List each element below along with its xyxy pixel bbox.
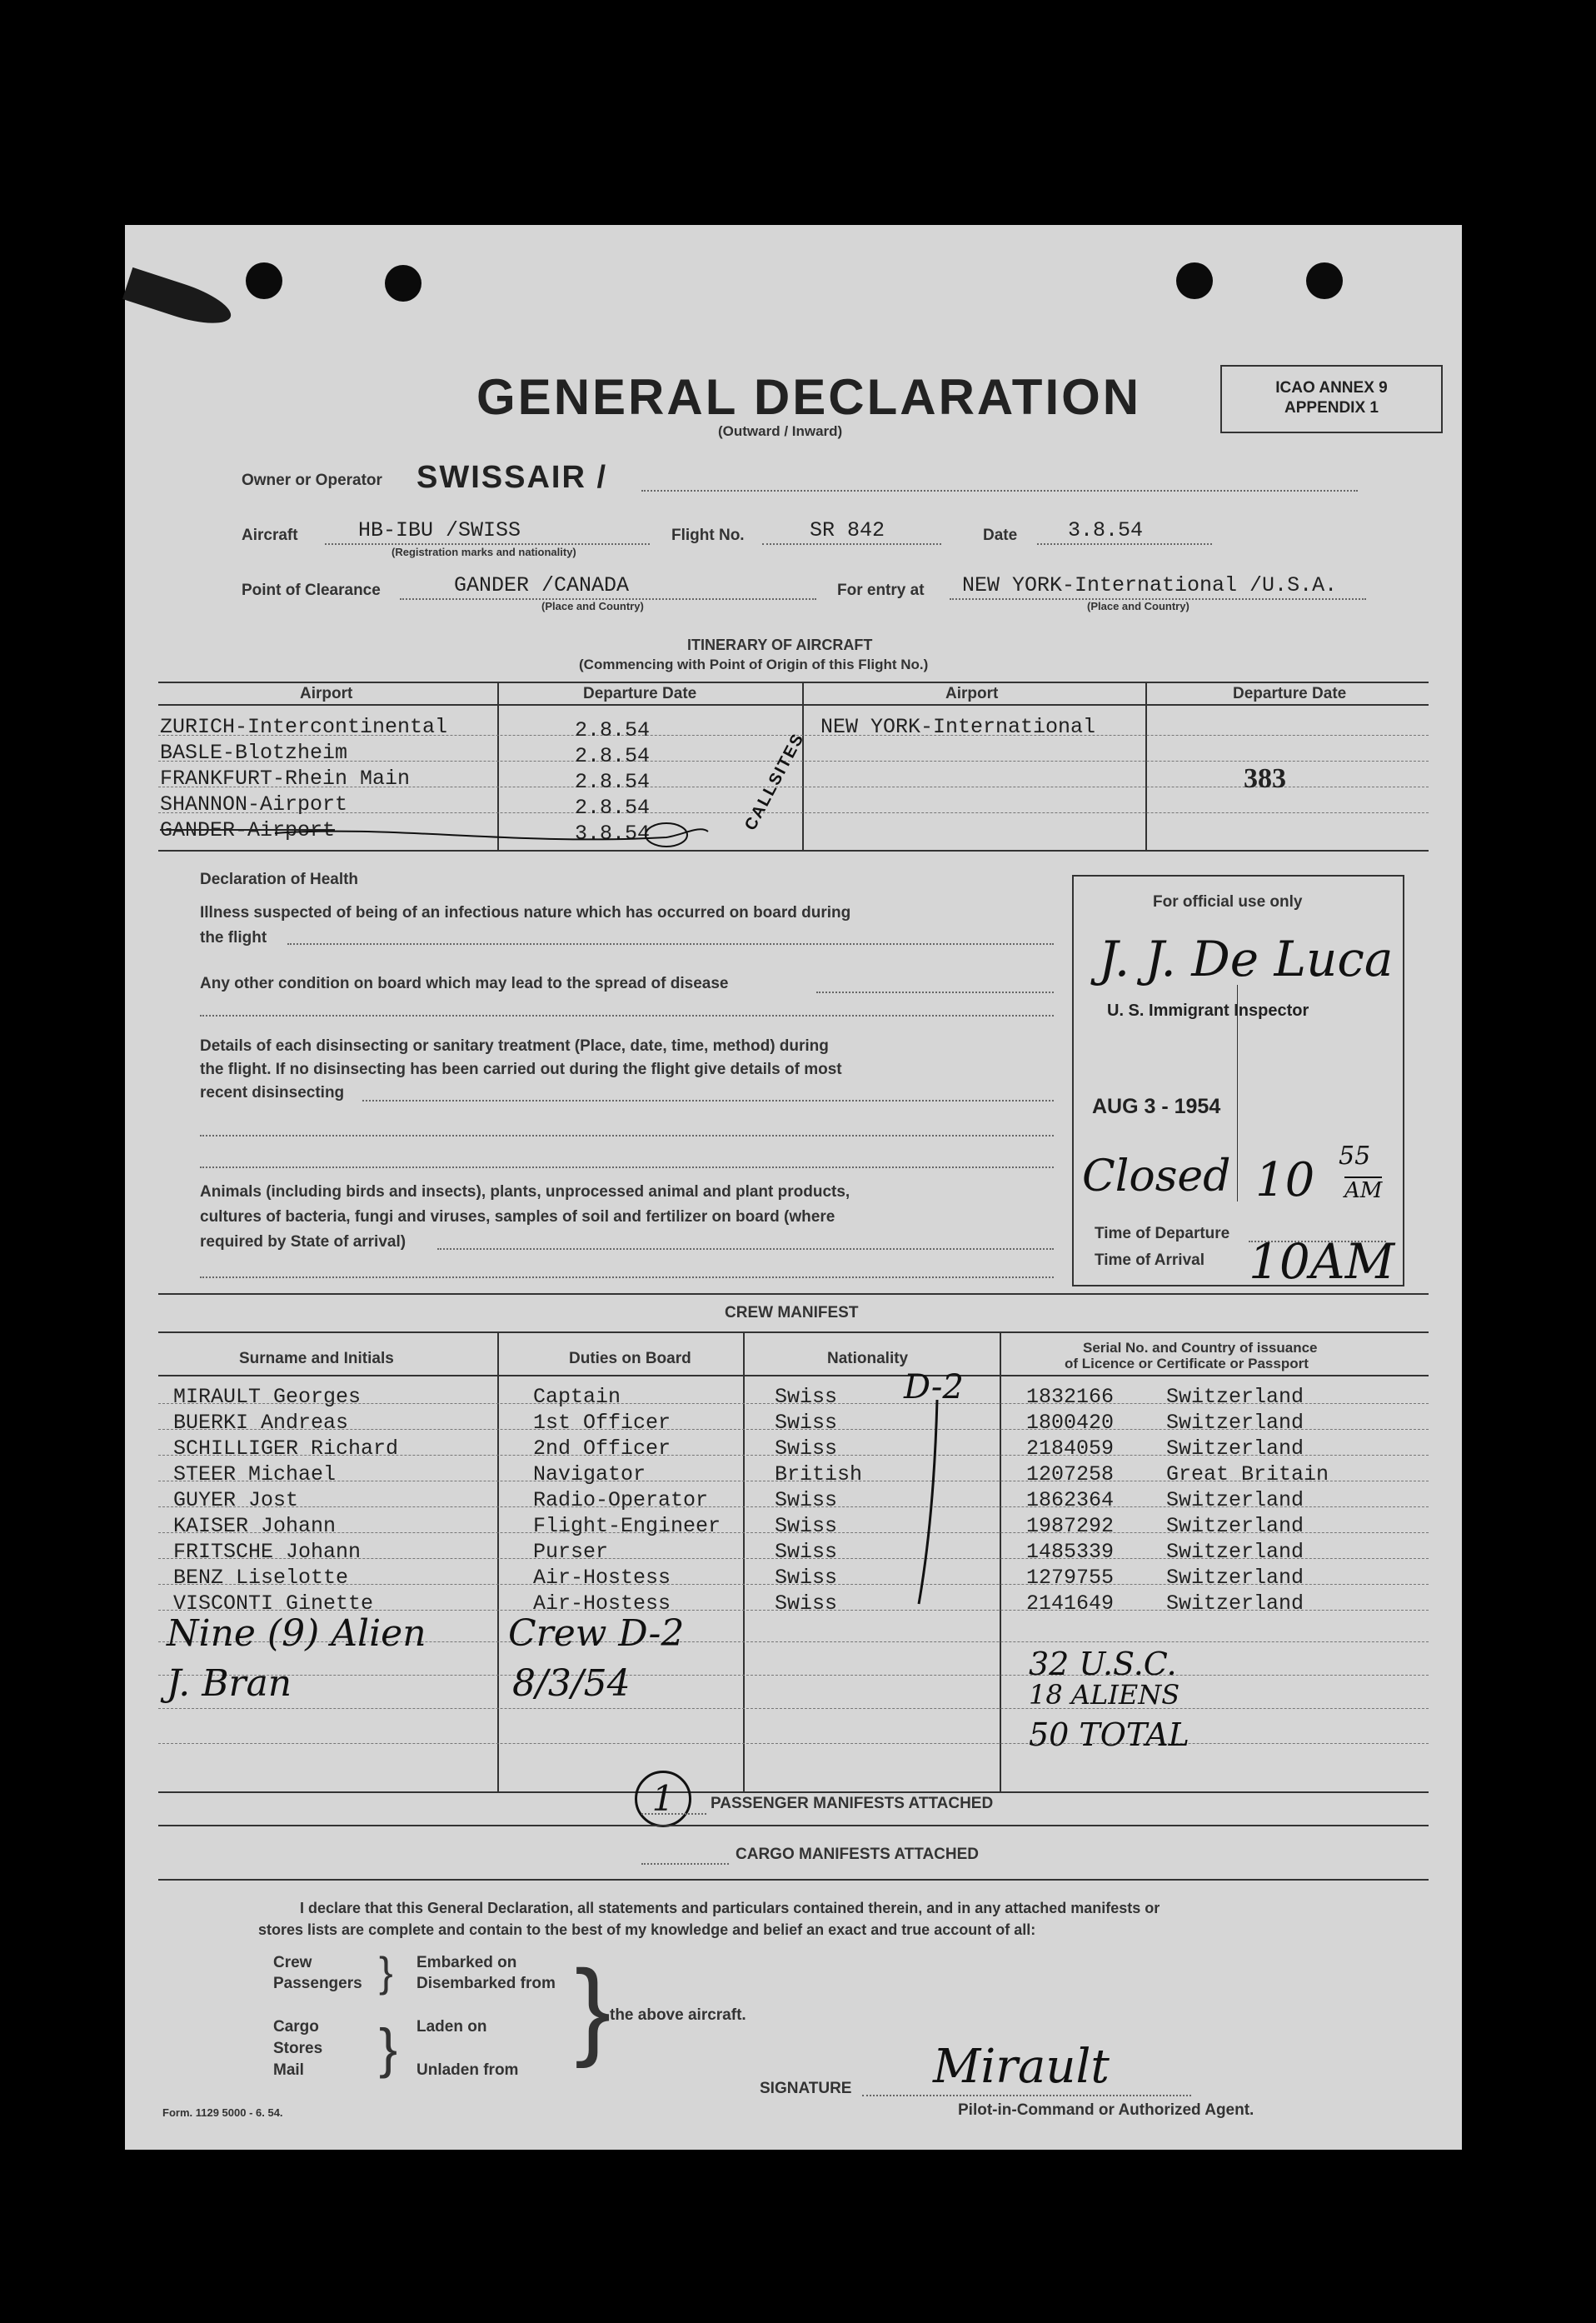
crew-serial: 1800420 [1026, 1411, 1115, 1435]
handwritten-vertical-stroke [912, 1396, 954, 1612]
crew-country: Great Britain [1166, 1462, 1329, 1486]
health-disinsect-line2: the flight. If no disinsecting has been carried out during the flight give details of most [200, 1061, 842, 1078]
closed-note: Closed [1082, 1152, 1231, 1201]
animals-line [437, 1248, 1054, 1250]
crew-name: SCHILLIGER Richard [173, 1436, 399, 1461]
aircraft-label: Aircraft [242, 527, 298, 544]
crew-serial: 1279755 [1026, 1566, 1115, 1590]
cargo-manifest-rule [158, 1879, 1429, 1881]
icao-annex-box [1220, 365, 1443, 433]
annex-line: ICAO ANNEX 9 [1275, 379, 1388, 397]
health-animals-line1: Animals (including birds and insects), plants, unprocessed animal and plant products, [200, 1183, 850, 1201]
crew-name: GUYER Jost [173, 1488, 299, 1512]
declaration-mail: Mail [273, 2061, 304, 2079]
closed-ampm: AM [1344, 1178, 1383, 1203]
crew-nationality: Swiss [775, 1591, 838, 1616]
handwritten-crew-note: Crew D-2 [508, 1612, 685, 1655]
closed-time: 10 [1255, 1153, 1315, 1207]
itinerary-airport: SHANNON-Airport [160, 792, 348, 817]
crew-serial: 2141649 [1026, 1591, 1115, 1616]
crew-col-serial: Serial No. and Country of issuance [1083, 1340, 1318, 1356]
passenger-manifest-count: 1 [635, 1771, 691, 1827]
punch-hole [385, 265, 421, 302]
other-line-2 [200, 1015, 1054, 1017]
crew-country: Switzerland [1166, 1411, 1304, 1435]
disinsect-line [362, 1100, 1054, 1102]
crew-serial: 1832166 [1026, 1385, 1115, 1409]
crew-bottom-rule [158, 1791, 1429, 1793]
crew-serial: 1987292 [1026, 1514, 1115, 1538]
crew-nationality: Swiss [775, 1540, 838, 1564]
health-disinsect-line1: Details of each disinsecting or sanitary treatment (Place, date, time, method) during [200, 1037, 829, 1055]
crew-serial: 1207258 [1026, 1462, 1115, 1486]
crew-duty: 2nd Officer [533, 1436, 671, 1461]
illness-line [287, 943, 1054, 945]
declaration-stores: Stores [273, 2040, 323, 2057]
handwritten-inspector-initials: J. Bran [167, 1662, 292, 1705]
date-line [1037, 543, 1212, 545]
entry-label: For entry at [837, 582, 925, 599]
itinerary-date: 2.8.54 [575, 796, 651, 820]
crew-col-divider [1000, 1331, 1001, 1791]
crew-serial: 1862364 [1026, 1488, 1115, 1512]
crew-nationality: Swiss [775, 1385, 838, 1409]
crew-title: CREW MANIFEST [725, 1304, 859, 1321]
handwritten-nationality-note: D-2 [904, 1368, 964, 1406]
bracket-icon: } [379, 1949, 393, 1996]
signature-label: SIGNATURE [760, 2080, 852, 2097]
flight-value: SR 842 [810, 518, 885, 542]
crew-duty: Air-Hostess [533, 1591, 671, 1616]
owner-label: Owner or Operator [242, 472, 382, 489]
flight-line [762, 543, 941, 545]
pilot-signature: Mirault [933, 2040, 1110, 2094]
crew-name: FRITSCHE Johann [173, 1540, 362, 1564]
health-illness-line2: the flight [200, 929, 267, 947]
disinsect-line-2 [200, 1135, 1054, 1137]
crew-nationality: British [775, 1462, 863, 1486]
health-animals-line2: cultures of bacteria, fungi and viruses, samples of soil and fertilizer on board (where [200, 1208, 835, 1226]
official-use-box [1072, 875, 1404, 1290]
disinsect-line-3 [200, 1166, 1054, 1168]
form-number: Form. 1129 5000 - 6. 54. [162, 2106, 283, 2119]
crew-duty: Captain [533, 1385, 621, 1409]
pilot-label: Pilot-in-Command or Authorized Agent. [958, 2101, 1254, 2119]
document-page [125, 225, 1462, 2150]
crew-country: Switzerland [1166, 1566, 1304, 1590]
inspector-title: U. S. Immigrant Inspector [1107, 1002, 1309, 1020]
crew-name: STEER Michael [173, 1462, 337, 1486]
declaration-line1: I declare that this General Declaration, all statements and particulars contained therein, and in any attached manifests or [300, 1900, 1160, 1916]
declaration-embarked: Embarked on [416, 1954, 517, 1971]
torn-corner-mark [122, 267, 236, 332]
aircraft-note: (Registration marks and nationality) [392, 546, 576, 558]
stamp-number: 383 [1244, 763, 1286, 794]
crew-duty: Air-Hostess [533, 1566, 671, 1590]
declaration-unladen: Unladen from [416, 2061, 519, 2079]
declaration-crew: Crew [273, 1954, 312, 1971]
diagonal-stamp: CALLSITES [741, 729, 809, 834]
crew-col-surname: Surname and Initials [239, 1350, 394, 1367]
crew-name: BENZ Liselotte [173, 1566, 349, 1590]
declaration-line2: stores lists are complete and contain to the best of my knowledge and belief an exact and true account of all: [258, 1921, 1036, 1938]
health-animals-line3: required by State of arrival) [200, 1233, 406, 1251]
appendix-line: APPENDIX 1 [1284, 399, 1379, 417]
crew-serial: 1485339 [1026, 1540, 1115, 1564]
crew-duty: 1st Officer [533, 1411, 671, 1435]
itinerary-airport: GANDER-Airport [160, 818, 336, 842]
itinerary-col-departure2: Departure Date [1233, 685, 1347, 702]
aircraft-line [325, 543, 650, 545]
crew-name: KAISER Johann [173, 1514, 337, 1538]
itinerary-col-departure: Departure Date [583, 685, 697, 702]
strike-through-scribble [267, 808, 716, 858]
crew-nationality: Swiss [775, 1514, 838, 1538]
clearance-note: (Place and Country) [541, 600, 644, 612]
declaration-cargo: Cargo [273, 2018, 319, 2036]
crew-name: BUERKI Andreas [173, 1411, 349, 1435]
handwritten-total-usc: 32 U.S.C. [1029, 1646, 1177, 1682]
date-label: Date [983, 527, 1018, 544]
crew-name: MIRAULT Georges [173, 1385, 362, 1409]
bracket-icon: } [379, 2017, 398, 2079]
passenger-manifests-label: PASSENGER MANIFESTS ATTACHED [711, 1795, 994, 1812]
bracket-icon: } [575, 1947, 611, 2069]
animals-line-2 [200, 1276, 1054, 1278]
itinerary-date: 2.8.54 [575, 744, 651, 768]
declaration-disembarked: Disembarked from [416, 1975, 556, 1992]
itinerary-title: ITINERARY OF AIRCRAFT [687, 637, 873, 653]
other-line [816, 992, 1054, 993]
official-inner-divider [1237, 985, 1238, 1201]
declaration-laden: Laden on [416, 2018, 487, 2036]
punch-hole [1176, 262, 1213, 299]
punch-hole [246, 262, 282, 299]
crew-top-rule [158, 1293, 1429, 1295]
crew-country: Switzerland [1166, 1436, 1304, 1461]
entry-note: (Place and Country) [1087, 600, 1190, 612]
arrival-time-label: Time of Arrival [1095, 1251, 1204, 1269]
flight-label: Flight No. [671, 527, 745, 544]
official-title: For official use only [1153, 893, 1303, 911]
crew-title-rule [158, 1331, 1429, 1333]
official-stamp-date: AUG 3 - 1954 [1092, 1095, 1221, 1118]
clearance-label: Point of Clearance [242, 582, 381, 599]
signature-line [862, 2095, 1191, 2096]
crew-country: Switzerland [1166, 1591, 1304, 1616]
cargo-manifests-line [641, 1863, 729, 1865]
aircraft-value: HB-IBU /SWISS [358, 518, 521, 542]
crew-country: Switzerland [1166, 1488, 1304, 1512]
handwritten-total: 50 TOTAL [1029, 1716, 1190, 1753]
itinerary-right-airport: NEW YORK-International [820, 715, 1096, 739]
closed-minutes: 55 [1339, 1142, 1371, 1171]
itinerary-airport: ZURICH-Intercontinental [160, 715, 448, 739]
itinerary-col-airport2: Airport [945, 685, 999, 702]
crew-col-serial-2: of Licence or Certificate or Passport [1065, 1356, 1309, 1371]
crew-row-rule [158, 1743, 1429, 1744]
itinerary-top-rule [158, 682, 1429, 683]
arrival-time-value: 10AM [1249, 1233, 1395, 1290]
itinerary-subtitle: (Commencing with Point of Origin of this Flight No.) [579, 657, 929, 672]
crew-row-rule [158, 1675, 1429, 1676]
owner-line [641, 490, 1358, 492]
clearance-value: GANDER /CANADA [454, 573, 630, 597]
itinerary-col-airport: Airport [300, 685, 353, 702]
crew-nationality: Swiss [775, 1411, 838, 1435]
crew-nationality: Swiss [775, 1488, 838, 1512]
itinerary-col-divider [802, 682, 804, 850]
owner-value: SWISSAIR / [416, 460, 608, 495]
declaration-passengers: Passengers [273, 1975, 362, 1992]
health-illness-line1: Illness suspected of being of an infectious nature which has occurred on board during [200, 904, 851, 922]
itinerary-date: 3.8.54 [575, 822, 651, 846]
crew-col-divider [743, 1331, 745, 1791]
page-subtitle: (Outward / Inward) [718, 423, 843, 439]
crew-col-divider [497, 1331, 499, 1791]
entry-value: NEW YORK-International /U.S.A. [962, 573, 1338, 597]
passenger-manifest-rule [158, 1825, 1429, 1826]
crew-duty: Flight-Engineer [533, 1514, 721, 1538]
crew-duty: Navigator [533, 1462, 646, 1486]
itinerary-airport: BASLE-Blotzheim [160, 741, 348, 765]
crew-duty: Radio-Operator [533, 1488, 709, 1512]
itinerary-header-rule [158, 704, 1429, 706]
itinerary-airport: FRANKFURT-Rhein Main [160, 767, 411, 791]
crew-col-nationality: Nationality [827, 1350, 909, 1367]
inspector-signature: J. J. De Luca [1099, 931, 1394, 987]
handwritten-date: 8/3/54 [512, 1662, 631, 1705]
itinerary-date: 2.8.54 [575, 770, 651, 794]
health-other-line: Any other condition on board which may lead to the spread of disease [200, 975, 729, 992]
health-title: Declaration of Health [200, 871, 359, 888]
crew-nationality: Swiss [775, 1566, 838, 1590]
itinerary-col-divider [1145, 682, 1147, 850]
crew-country: Switzerland [1166, 1385, 1304, 1409]
departure-time-label: Time of Departure [1095, 1225, 1230, 1242]
crew-name: VISCONTI Ginette [173, 1591, 374, 1616]
crew-country: Switzerland [1166, 1540, 1304, 1564]
crew-country: Switzerland [1166, 1514, 1304, 1538]
crew-serial: 2184059 [1026, 1436, 1115, 1461]
crew-header-rule [158, 1375, 1429, 1376]
crew-duty: Purser [533, 1540, 609, 1564]
crew-nationality: Swiss [775, 1436, 838, 1461]
date-value: 3.8.54 [1068, 518, 1144, 542]
crew-row-rule [158, 1708, 1429, 1709]
cargo-manifests-label: CARGO MANIFESTS ATTACHED [736, 1846, 980, 1863]
punch-hole [1306, 262, 1343, 299]
handwritten-alien-count: Nine (9) Alien [167, 1612, 426, 1655]
passenger-manifests-line [641, 1813, 706, 1815]
crew-col-duties: Duties on Board [569, 1350, 691, 1367]
page-title: GENERAL DECLARATION [476, 369, 1142, 425]
handwritten-total-aliens: 18 ALIENS [1029, 1679, 1180, 1711]
health-disinsect-line3: recent disinsecting [200, 1084, 345, 1102]
itinerary-date: 2.8.54 [575, 718, 651, 742]
declaration-above-aircraft: the above aircraft. [610, 2006, 746, 2024]
